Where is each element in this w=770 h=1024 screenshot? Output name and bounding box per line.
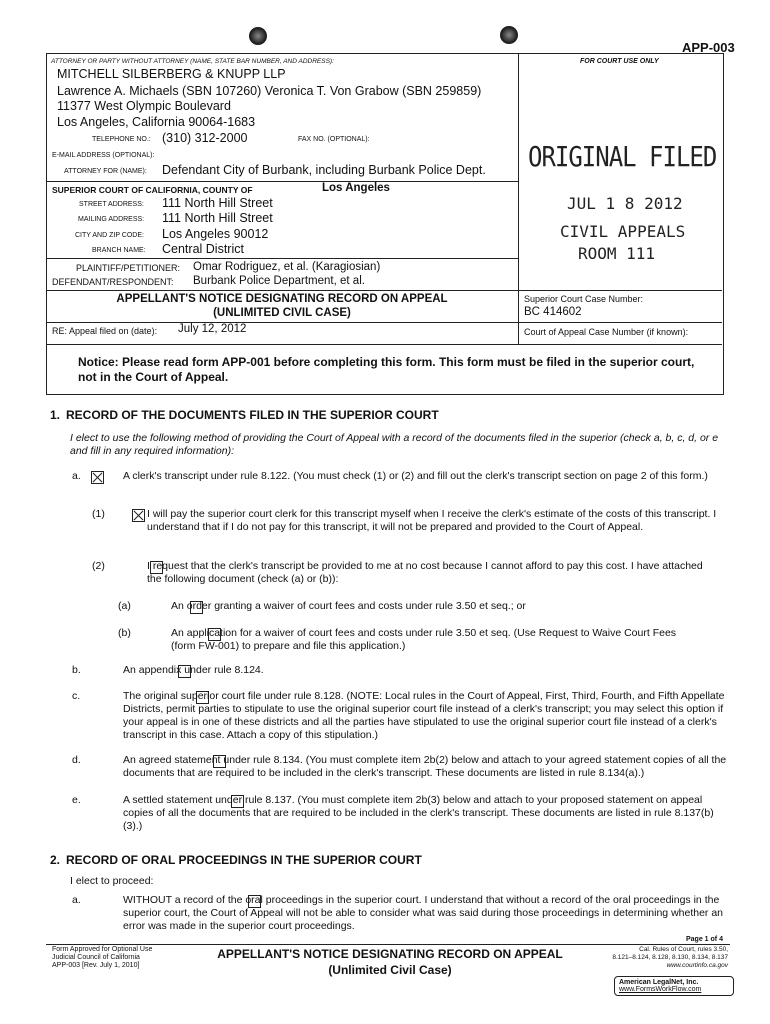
notice-text: Notice: Please read form APP-001 before completing this form. This form must be filed in the superior court, not in the Court of Appeal. — [78, 355, 695, 384]
rule — [518, 322, 722, 323]
section2-number — [50, 853, 60, 867]
filing-stamp-date: JUL 1 8 2012 — [567, 194, 683, 213]
court-seal-right — [500, 26, 518, 44]
item-c-label: c. — [72, 690, 81, 702]
sc-case-label: Superior Court Case Number: — [524, 294, 644, 304]
court-use-label: FOR COURT USE ONLY — [580, 58, 659, 65]
rule — [46, 344, 722, 345]
item-a-checkbox[interactable] — [91, 471, 104, 484]
item-e-label: e. — [72, 794, 81, 806]
item-e-text: A settled statement under rule 8.137. (You must complete item 2b(3) below and attach to your proposed statement on appeal copies of all the documents that are required to be included in the clerk's transcript. These documents are listed in rule 8.137(b)(3).) — [123, 794, 714, 832]
item-d-text: An agreed statement under rule 8.134. (You must complete item 2b(2) below and attach to your agreed statement copies of all the documents that are required to be included in the clerk's transcript. These documents are listed in rule 8.134(a).) — [123, 754, 727, 779]
vendor-name: American LegalNet, Inc. — [619, 979, 699, 986]
firm-name: MITCHELL SILBERBERG & KNUPP LLP — [57, 67, 286, 81]
defendant-value: Burbank Police Department, et al. — [193, 275, 365, 287]
telephone-label: TELEPHONE NO.: — [92, 136, 151, 143]
court-website[interactable]: www.courtinfo.ca.gov — [666, 962, 728, 969]
rule — [46, 258, 518, 259]
item-a1-checkbox[interactable] — [132, 509, 145, 522]
address-line2: Los Angeles, California 90064-1683 — [57, 115, 256, 129]
item-a2b-label: (b) — [118, 627, 131, 639]
rules-line2: 8.121–8.124, 8.128, 8.130, 8.134, 8.137 — [612, 954, 728, 961]
section1-intro: I elect to use the following method of providing the Court of Appeal with a record of the documents filed in the superior (check a, b, c, d, or e and fill in any required information): — [70, 432, 719, 457]
attorney-for-label: ATTORNEY FOR (NAME): — [64, 168, 147, 175]
mailing-label: MAILING ADDRESS: — [78, 216, 145, 223]
filing-stamp-room: ROOM 111 — [578, 244, 656, 263]
item-a-text: A clerk's transcript under rule 8.122. (You must check (1) or (2) and fill out the clerk's transcript section on page 2 of this form.) — [123, 470, 708, 482]
plaintiff-label: PLAINTIFF/PETITIONER: — [76, 263, 181, 273]
county-value: Los Angeles — [322, 182, 390, 194]
section1-number — [50, 408, 60, 422]
plaintiff-value: Omar Rodriguez, et al. (Karagiosian) — [193, 261, 381, 273]
filing-stamp-dept: CIVIL APPEALS — [560, 222, 686, 241]
section2-intro: I elect to proceed: — [70, 875, 154, 887]
section2-num: 2. — [50, 853, 61, 867]
address-line1: 11377 West Olympic Boulevard — [57, 99, 231, 113]
court-label: SUPERIOR COURT OF CALIFORNIA, COUNTY OF — [52, 185, 253, 195]
item-c-text: The original superior court file under rule 8.128. (NOTE: Local rules in the Court of Appeal, First, Third, Fourth, and Fifth Appellate Districts, permit parties to stipulate to use the original superior court file instead of a clerk's transcript; you may select this option if your appeal is in one of these districts and all the parties have stipulated to use the original superior court file instead of a clerk's transcript in this case. Attach a copy of this stipulation.) — [123, 690, 725, 741]
rules-block — [590, 946, 728, 970]
item-a1-text: I will pay the superior court clerk for this transcript myself when I receive the clerk's estimate of the costs of this transcript. I understand that if I do not pay for this transcript, it will not be prepared and provided to the Court of Appeal. — [147, 508, 717, 533]
footer-subtitle: (Unlimited Civil Case) — [328, 963, 452, 977]
page-number: Page 1 of 4 — [686, 936, 723, 943]
attorney-for-value: Defendant City of Burbank, including Burbank Police Dept. — [162, 163, 486, 177]
footer-rule — [46, 944, 730, 945]
item-2a-text: WITHOUT a record of the oral proceedings in the superior court. I understand that without a record of the oral proceedings in the superior court, the Court of Appeal will not be able to consider what was said during those proceedings in determining whether an error was made in the superior court proceedings. — [123, 894, 724, 932]
fax-label: FAX NO. (OPTIONAL): — [298, 136, 370, 143]
item-2a-label: a. — [72, 894, 81, 906]
section1-num: 1. — [50, 408, 61, 422]
branch-label: BRANCH NAME: — [92, 247, 146, 254]
mailing-value: 111 North Hill Street — [162, 211, 273, 225]
court-seal-left — [249, 27, 267, 45]
attorney-names: Lawrence A. Michaels (SBN 107260) Veronica T. Von Grabow (SBN 259859) — [57, 84, 482, 98]
approval-line2: Judicial Council of California — [52, 954, 140, 961]
form-title: APPELLANT'S NOTICE DESIGNATING RECORD ON APPEAL — [116, 293, 448, 305]
approval-line1: Form Approved for Optional Use — [52, 946, 153, 953]
vendor-logo — [614, 976, 734, 996]
telephone-value: (310) 312-2000 — [162, 131, 248, 145]
form-id: APP-003 — [682, 40, 735, 55]
attorney-label: ATTORNEY OR PARTY WITHOUT ATTORNEY (NAME, STATE BAR NUMBER, AND ADDRESS): — [51, 58, 334, 65]
section1-title: RECORD OF THE DOCUMENTS FILED IN THE SUPERIOR COURT — [66, 408, 439, 422]
item-a1-label: (1) — [92, 508, 105, 520]
filing-stamp-title: ORIGINAL FILED — [528, 140, 717, 174]
coa-case-label: Court of Appeal Case Number (if known): — [524, 327, 689, 337]
rule — [46, 290, 722, 291]
approval-line3: APP-003 [Rev. July 1, 2010] — [52, 962, 140, 969]
rules-line1: Cal. Rules of Court, rules 3.50, — [639, 946, 728, 953]
rule — [46, 322, 518, 323]
rule — [46, 181, 518, 182]
defendant-label: DEFENDANT/RESPONDENT: — [52, 277, 174, 287]
re-label: RE: Appeal filed on (date): — [52, 326, 158, 336]
footer-title: APPELLANT'S NOTICE DESIGNATING RECORD ON APPEAL — [217, 947, 563, 961]
city-value: Los Angeles 90012 — [162, 227, 269, 241]
city-label: CITY AND ZIP CODE: — [75, 232, 144, 239]
item-d-label: d. — [72, 754, 81, 766]
form-subtitle: (UNLIMITED CIVIL CASE) — [213, 307, 351, 319]
item-a2a-text: An order granting a waiver of court fees and costs under rule 3.50 et seq.; or — [171, 600, 526, 612]
sc-case-number: BC 414602 — [524, 306, 582, 318]
item-a-label: a. — [72, 470, 81, 482]
branch-value: Central District — [162, 242, 244, 256]
section2-title: RECORD OF ORAL PROCEEDINGS IN THE SUPERIOR COURT — [66, 853, 422, 867]
item-a2a-label: (a) — [118, 600, 131, 612]
item-b-text: An appendix under rule 8.124. — [123, 664, 264, 676]
item-b-label: b. — [72, 664, 81, 676]
street-value: 111 North Hill Street — [162, 196, 273, 210]
street-label: STREET ADDRESS: — [79, 201, 144, 208]
re-date: July 12, 2012 — [178, 323, 247, 335]
vendor-url[interactable]: www.FormsWorkFlow.com — [619, 986, 702, 993]
item-a2b-text: An application for a waiver of court fees and costs under rule 3.50 et seq. (Use Request to Waive Court Fees (form FW-001) to prepare and file this application.) — [171, 627, 677, 652]
item-a2-label: (2) — [92, 560, 105, 572]
email-label: E-MAIL ADDRESS (OPTIONAL): — [52, 152, 155, 159]
caption-divider — [518, 53, 519, 292]
approval-block — [52, 946, 152, 970]
caption-divider — [518, 290, 519, 344]
item-a2-text: I request that the clerk's transcript be provided to me at no cost because I cannot afford to pay this cost. I have attached the following document (check (a) or (b)): — [147, 560, 703, 585]
